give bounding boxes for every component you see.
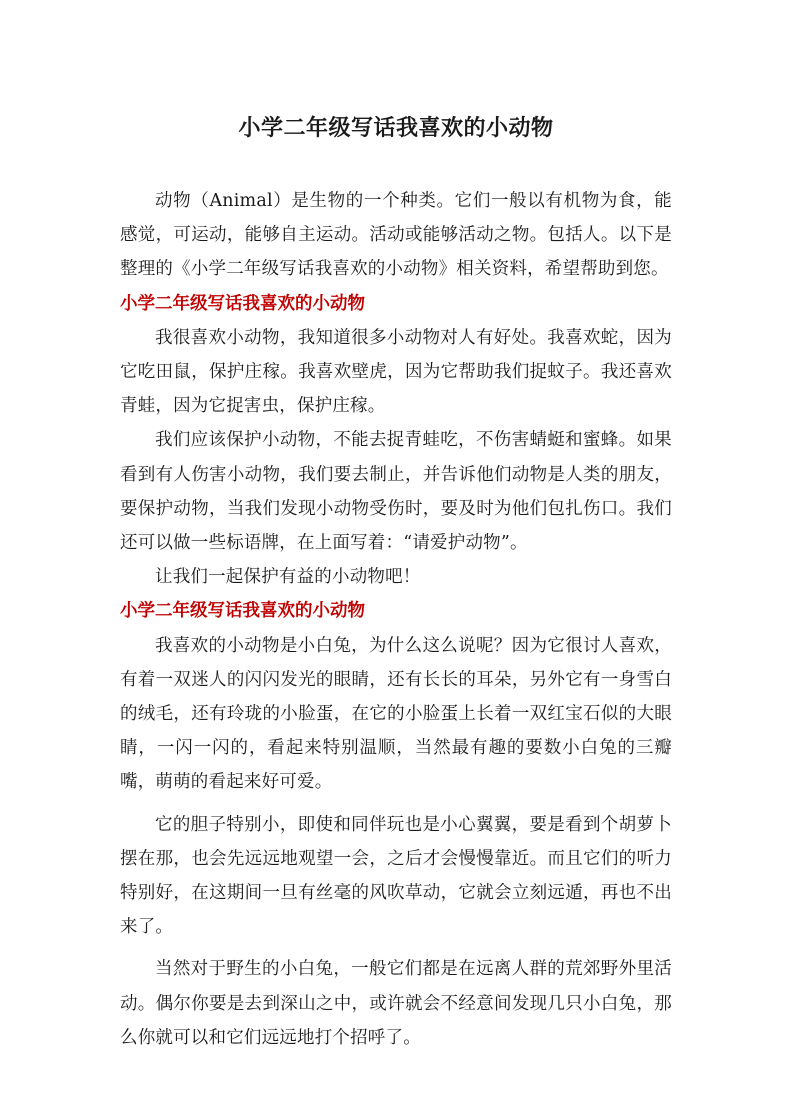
section-paragraph: 让我们一起保护有益的小动物吧！ bbox=[155, 567, 421, 588]
section-paragraph: 它的胆子特别小，即使和同伴玩也是小心翼翼，要是看到个胡萝卜摆在那，也会先远远地观望一会，之后才会慢慢靠近。而且它们的听力特别好，在这期间一旦有丝毫的风吹草动，它就会立刻远遁，再也不出来了。 bbox=[120, 814, 672, 938]
section-heading: 小学二年级写话我喜欢的小动物 bbox=[120, 601, 365, 622]
section-paragraph: 当然对于野生的小白兔，一般它们都是在远离人群的荒郊野外里活动。偶尔你要是去到深山之中，或许就会不经意间发现几只小白兔，那么你就可以和它们远远地打个招呼了。 bbox=[120, 959, 672, 1048]
section-2 bbox=[120, 594, 672, 1055]
section-paragraph: 我们应该保护小动物，不能去捉青蛙吃，不伤害蜻蜓和蜜蜂。如果看到有人伤害小动物，我们要去制止，并告诉他们动物是人类的朋友，要保护动物，当我们发现小动物受伤时，要及时为他们包扎伤口。我们还可以做一些标语牌，在上面写着：“请爱护动物”。 bbox=[120, 430, 672, 554]
section-paragraph: 我喜欢的小动物是小白兔，为什么这么说呢？因为它很讨人喜欢，有着一双迷人的闪闪发光的眼睛，还有长长的耳朵，另外它有一身雪白的绒毛，还有玲珑的小脸蛋，在它的小脸蛋上长着一双红宝石似的大眼睛，一闪一闪的，看起来特别温顺，当然最有趣的要数小白兔的三瓣嘴，萌萌的看起来好可爱。 bbox=[120, 635, 672, 793]
section-1 bbox=[120, 287, 672, 595]
section-heading: 小学二年级写话我喜欢的小动物 bbox=[120, 293, 365, 314]
section-paragraph: 我很喜欢小动物，我知道很多小动物对人有好处。我喜欢蛇，因为它吃田鼠，保护庄稼。我喜欢壁虎，因为它帮助我们捉蚊子。我还喜欢青蛙，因为它捉害虫，保护庄稼。 bbox=[120, 327, 672, 417]
document-title: 小学二年级写话我喜欢的小动物 bbox=[238, 116, 554, 141]
intro-paragraph: 动物（Animal）是生物的一个种类。它们一般以有机物为食，能感觉，可运动，能够自主运动。活动或能够活动之物。包括人。以下是整理的《小学二年级写话我喜欢的小动物》相关资料，希望帮助到您。 bbox=[120, 191, 672, 280]
